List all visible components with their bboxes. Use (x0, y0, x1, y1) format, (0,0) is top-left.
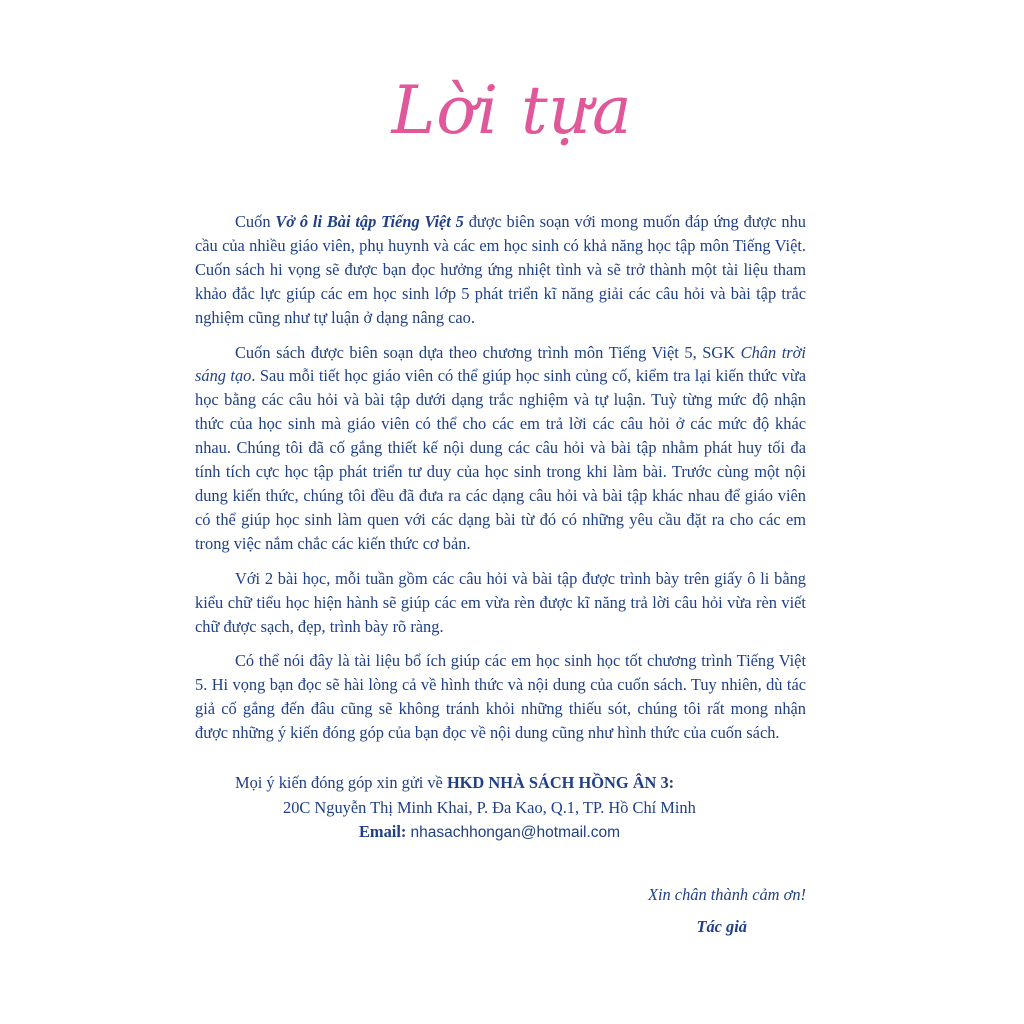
contact-block (235, 771, 835, 846)
contact-email-line (235, 820, 835, 846)
paragraph-1 (195, 210, 806, 330)
paragraph-2-prefix: Cuốn sách được biên soạn dựa theo chương trình môn Tiếng Việt 5, SGK (235, 342, 741, 362)
preface-body (195, 210, 806, 745)
series-name: Chân trời sáng tạo (195, 342, 806, 386)
paragraph-4: Có thể nói đây là tài liệu bổ ích giúp các em học sinh học tốt chương trình Tiếng Việt 5. Hi vọng bạn đọc sẽ hài lòng cả về hình thức và nội dung của cuốn sách. Tuy nhiên, dù tác giả cố gắng đến đâu cũng sẽ không tránh khỏi những thiếu sót, chúng tôi rất mong nhận được những ý kiến đóng góp của bạn đọc về nội dung cũng như hình thức của cuốn sách. (195, 651, 806, 743)
paragraph-1-prefix: Cuốn (235, 212, 276, 231)
book-title: Vở ô li Bài tập Tiếng Việt 5 (275, 212, 464, 231)
email-address: nhasachhongan@hotmail.com (410, 824, 621, 841)
author-signature: Tác giả (696, 917, 747, 936)
contact-address: 20C Nguyễn Thị Minh Khai, P. Đa Kao, Q.1, TP. Hồ Chí Minh (283, 797, 696, 817)
closing-thanks: Xin chân thành cảm ơn! (647, 885, 806, 904)
paragraph-2-rest: . Sau mỗi tiết học giáo viên có thể giúp học sinh củng cố, kiểm tra lại kiến thức vừa học bằng các câu hỏi và bài tập dưới dạng trắc nghiệm và tự luận. Tuỳ từng mức độ nhận thức của học sinh mà giáo viên có thể cho các em trả lời các câu hỏi ở các mức độ khác nhau. Chúng tôi đã cố gắng thiết kế nội dung các câu hỏi và bài tập nhằm phát huy tối đa tính tích cực học tập phát triển tư duy của học sinh trong khi làm bài. Trước cùng một nội dung kiến thức, chúng tôi đều đã đưa ra các dạng câu hỏi và bài tập khác nhau để giáo viên có thể giúp học sinh làm quen với các dạng bài từ đó có những yêu cầu đặt ra cho các em trong việc nắm chắc các kiến thức cơ bản. (195, 366, 806, 553)
paragraph-1-rest: được biên soạn với mong muốn đáp ứng được nhu cầu của nhiều giáo viên, phụ huynh và các em học sinh có khả năng học tập môn Tiếng Việt. Cuốn sách hi vọng sẽ được bạn đọc hưởng ứng nhiệt tình và sẽ trở thành một tài liệu tham khảo đắc lực giúp các em học sinh lớp 5 phát triển kĩ năng giải các câu hỏi và bài tập trắc nghiệm cũng như tự luận ở dạng nâng cao. (195, 212, 806, 327)
contact-intro: Mọi ý kiến đóng góp xin gửi về (235, 773, 447, 792)
email-label: Email: (359, 822, 407, 841)
publisher-name: HKD NHÀ SÁCH HỒNG ÂN 3: (446, 773, 675, 792)
paragraph-2 (195, 341, 806, 556)
contact-intro-line (235, 771, 835, 796)
paragraph-3: Với 2 bài học, mỗi tuần gồm các câu hỏi và bài tập được trình bày trên giấy ô li bằng kiểu chữ tiểu học hiện hành sẽ giúp các em vừa rèn được kĩ năng trả lời câu hỏi vừa rèn viết chữ được sạch, đẹp, trình bày rõ ràng. (195, 568, 806, 636)
page-title: Lời tựa (391, 72, 633, 149)
